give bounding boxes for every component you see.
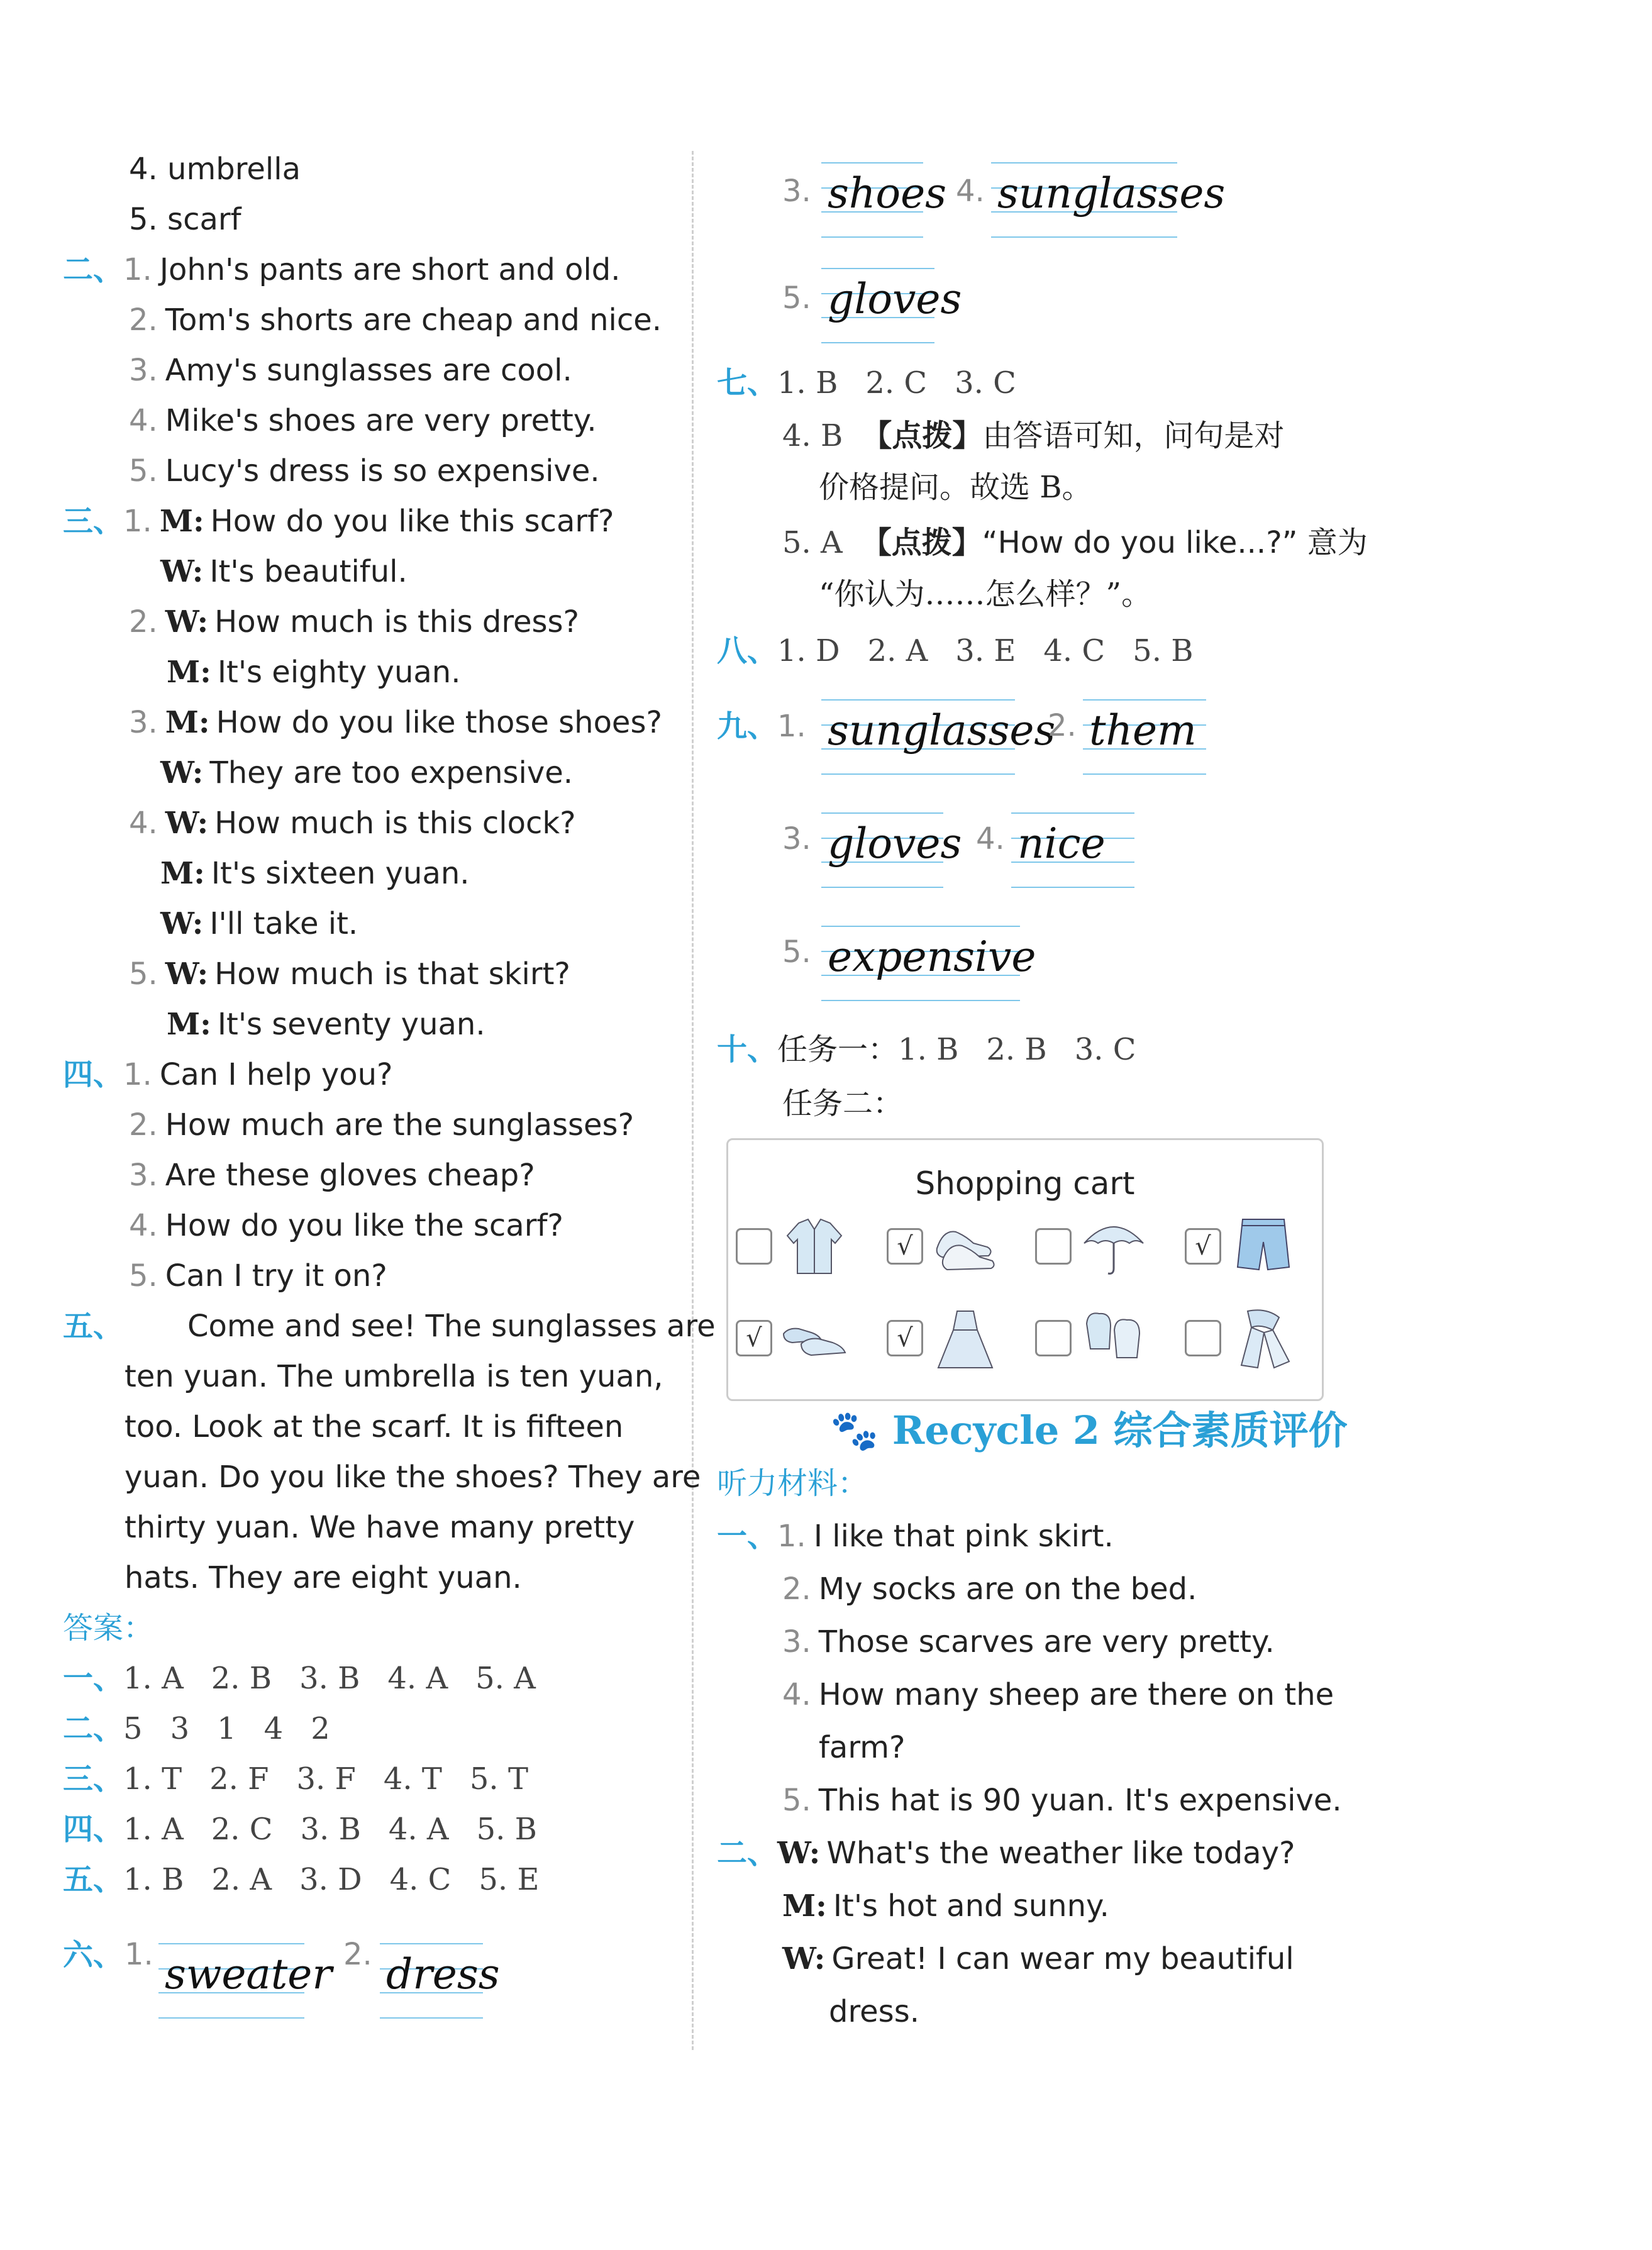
handwriting-gloves-2: gloves (821, 812, 943, 885)
part7-q4: 4. B 【点拨】由答语可知，问句是对 (782, 418, 1285, 453)
handwriting-sunglasses-2: sunglasses (821, 699, 1015, 772)
part4-item-1: 四、1. Can I help you? (63, 1057, 393, 1092)
handwriting-sweater: sweater (158, 1943, 304, 2016)
r-part1-item-2: 2. My socks are on the bed. (782, 1571, 1197, 1607)
cart-checkbox-shorts[interactable]: √ (1185, 1228, 1221, 1265)
part10-task2: 任务二： (782, 1086, 904, 1121)
sneakers-icon (931, 1211, 1000, 1280)
handwriting-shoes: shoes (821, 162, 923, 235)
part9-label: 九、1. (717, 709, 806, 744)
cart-checkbox-dress[interactable]: √ (887, 1320, 923, 1356)
cart-title: Shopping cart (915, 1165, 1135, 1202)
part8-row: 八、1. D 2. A 3. E 4. C 5. B (717, 633, 1194, 668)
part7-q5-cont: “你认为……怎么样？”。 (819, 577, 1152, 612)
handwriting-them: them (1083, 699, 1206, 772)
part9-num-2: 2. (1048, 708, 1077, 743)
shorts-icon (1229, 1211, 1298, 1280)
part7-q4-cont: 价格提问。故选 B。 (819, 470, 1092, 505)
handwriting-sunglasses: sunglasses (991, 162, 1177, 235)
r-part2-l2: M: It's hot and sunny. (782, 1888, 1109, 1924)
r-part1-item-4: 4. How many sheep are there on the (782, 1677, 1334, 1712)
cart-checkbox-sneakers[interactable]: √ (887, 1228, 923, 1265)
item-umbrella: 4. umbrella (129, 152, 301, 187)
part5-line-5: thirty yuan. We have many pretty (125, 1510, 635, 1545)
umbrella-icon (1079, 1211, 1148, 1280)
part4-item-3: 3. Are these gloves cheap? (129, 1158, 535, 1193)
part7-row-1: 七、1. B 2. C 3. C (717, 365, 1016, 401)
answers-row-4: 四、1. A 2. C 3. B 4. A 5. B (63, 1812, 537, 1847)
r-part1-item-1: 一、1. I like that pink skirt. (717, 1519, 1114, 1554)
part9-num-3: 3. (782, 821, 811, 856)
part3-d4-l3: W: I'll take it. (160, 906, 358, 941)
part2-item-2: 2. Tom's shorts are cheap and nice. (129, 302, 662, 338)
part5-line-4: yuan. Do you like the shoes? They are (125, 1460, 701, 1495)
part3-d4-l2: M: It's sixteen yuan. (160, 856, 470, 891)
part5-line-3: too. Look at the scarf. It is fifteen (125, 1409, 624, 1444)
part3-d3-l1: 3. M: How do you like those shoes? (129, 705, 662, 740)
hw-num-3: 3. (782, 174, 811, 209)
shoes-icon (780, 1305, 849, 1374)
part5-line-6: hats. They are eight yuan. (125, 1560, 522, 1595)
part3-d1-l1: 三、1. M: How do you like this scarf? (63, 504, 614, 539)
part7-q5: 5. A 【点拨】“How do you like...?” 意为 (782, 525, 1368, 560)
part3-d4-l1: 4. W: How much is this clock? (129, 806, 576, 841)
column-divider (692, 151, 694, 2050)
part4-item-2: 2. How much are the sunglasses? (129, 1107, 635, 1143)
hw-num-4: 4. (956, 174, 985, 209)
part3-d5-l2: M: It's seventy yuan. (167, 1007, 485, 1042)
part10-task1: 十、任务一：1. B 2. B 3. C (717, 1032, 1136, 1067)
part4-item-4: 4. How do you like the scarf? (129, 1208, 563, 1243)
part4-item-5: 5. Can I try it on? (129, 1258, 387, 1294)
cart-checkbox-gloves[interactable] (1035, 1320, 1072, 1356)
answers-row-1: 一、1. A 2. B 3. B 4. A 5. A (63, 1661, 536, 1696)
answers-row-5: 五、1. B 2. A 3. D 4. C 5. E (63, 1862, 540, 1897)
part3-d2-l1: 2. W: How much is this dress? (129, 604, 580, 640)
part2-item-4: 4. Mike's shoes are very pretty. (129, 403, 597, 438)
r-part2-l3: W: Great! I can wear my beautiful (782, 1941, 1294, 1976)
part6-num-2: 2. (343, 1937, 372, 1972)
listening-label: 听力材料： (717, 1466, 868, 1501)
part3-d3-l2: W: They are too expensive. (160, 755, 574, 790)
answers-row-3: 三、1. T 2. F 3. F 4. T 5. T (63, 1761, 528, 1797)
cart-checkbox-coat[interactable] (736, 1228, 772, 1265)
part3-d2-l2: M: It's eighty yuan. (167, 655, 461, 690)
part6-num-1: 1. (125, 1937, 153, 1972)
part2-item-3: 3. Amy's sunglasses are cool. (129, 353, 572, 388)
dress-icon (931, 1305, 1000, 1374)
part5-line-2: ten yuan. The umbrella is ten yuan, (125, 1359, 663, 1394)
handwriting-expensive: expensive (821, 926, 1020, 999)
answers-row-2: 二、5 3 1 4 2 (63, 1711, 330, 1746)
r-part2-l1: 二、W: What's the weather like today? (717, 1836, 1295, 1871)
r-part1-item-3: 3. Those scarves are very pretty. (782, 1624, 1275, 1660)
cart-checkbox-umbrella[interactable] (1035, 1228, 1072, 1265)
part3-d1-l2: W: It's beautiful. (160, 554, 407, 589)
part9-num-5: 5. (782, 934, 811, 970)
r-part2-l4: dress. (829, 1994, 919, 2029)
cart-checkbox-shoes[interactable]: √ (736, 1320, 772, 1356)
recycle-title: 🐾 Recycle 2 综合素质评价 (830, 1407, 1348, 1453)
part5-label: 五、 (63, 1309, 124, 1344)
part2-item-1: 二、1. John's pants are short and old. (63, 252, 621, 287)
cart-checkbox-scarf[interactable] (1185, 1320, 1221, 1356)
handwriting-nice: nice (1011, 812, 1134, 885)
r-part1-item-5: 5. This hat is 90 yuan. It's expensive. (782, 1783, 1342, 1818)
coat-icon (780, 1211, 849, 1280)
r-part1-item-4-cont: farm? (819, 1730, 906, 1765)
handwriting-gloves: gloves (821, 268, 934, 341)
part6-label: 六、 (63, 1937, 124, 1973)
answers-label: 答案： (63, 1610, 154, 1646)
item-scarf: 5. scarf (129, 202, 241, 237)
part9-num-4: 4. (976, 821, 1005, 856)
gloves-icon (1079, 1305, 1148, 1374)
paw-icon: 🐾 (830, 1407, 892, 1453)
scarf-icon (1229, 1305, 1298, 1374)
shopping-cart (726, 1138, 1324, 1401)
hw-num-5: 5. (782, 280, 811, 316)
handwriting-dress: dress (380, 1943, 483, 2016)
part2-item-5: 5. Lucy's dress is so expensive. (129, 453, 600, 489)
part3-d5-l1: 5. W: How much is that skirt? (129, 956, 570, 992)
part5-line-1: Come and see! The sunglasses are (187, 1309, 716, 1344)
